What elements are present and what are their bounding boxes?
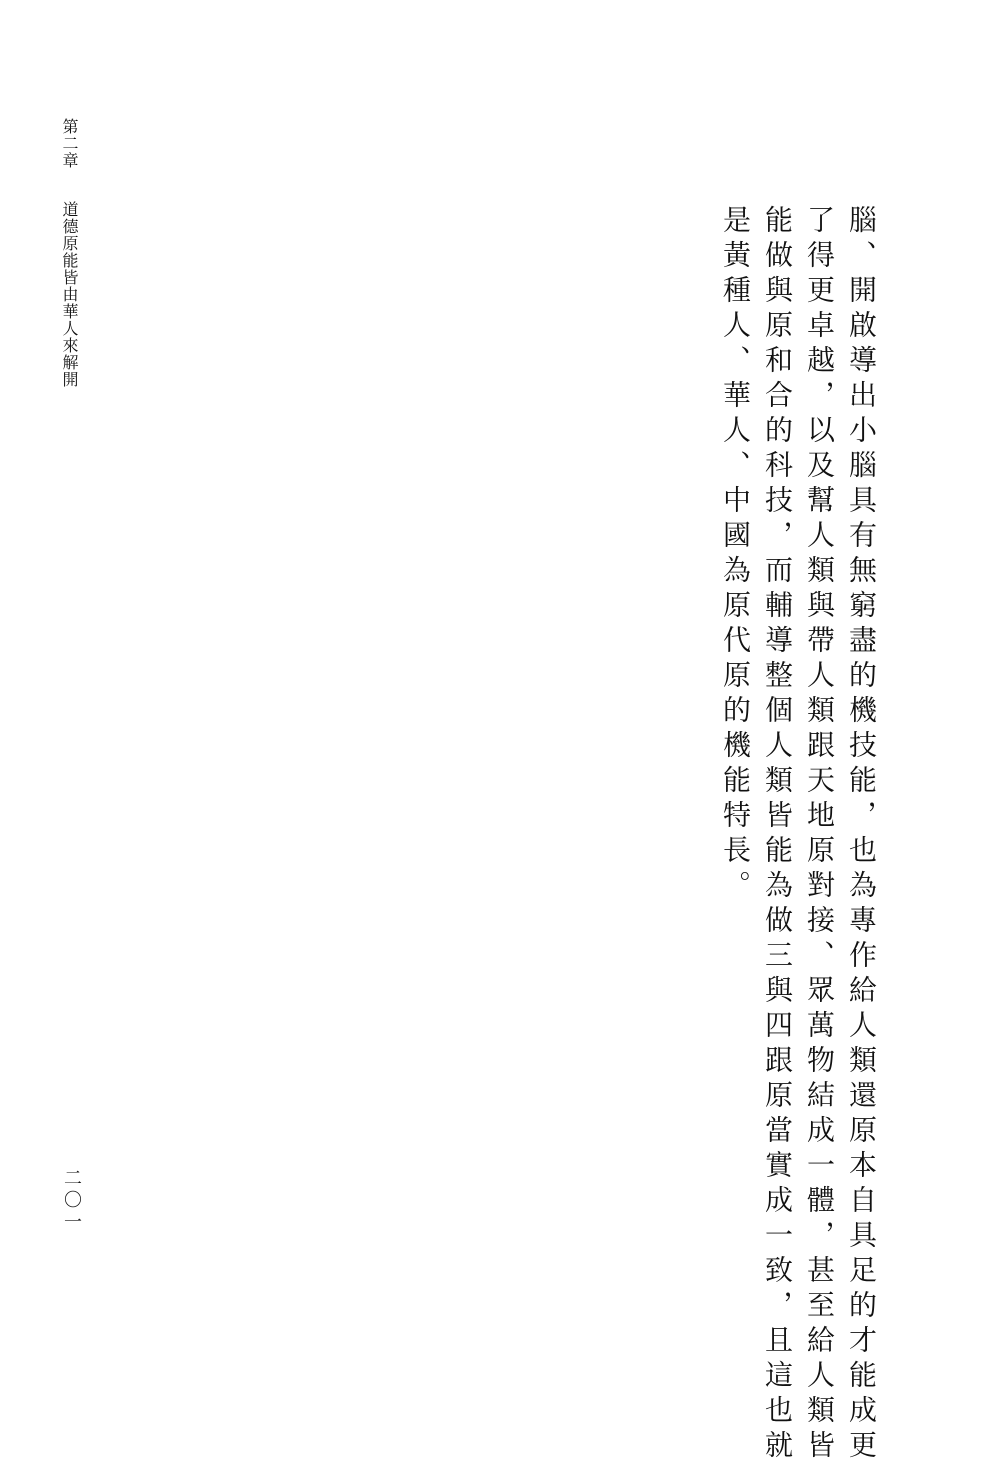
text-column-2: 了得更卓越，以及幫人類與帶人類跟天地原對接、眾萬物結成一體，甚至給人類皆 (803, 205, 836, 1465)
running-header (60, 118, 78, 388)
chapter-label: 第二章 (60, 118, 79, 169)
body-text (718, 205, 878, 1465)
header-spacer (60, 169, 78, 201)
chapter-title: 道德原能皆由華人來解開 (60, 201, 79, 388)
text-column-1: 腦、開啟導出小腦具有無窮盡的機技能，也為專作給人類還原本自具足的才能成更 (845, 205, 878, 1465)
page-number: 二〇一 (61, 1168, 82, 1234)
text-column-3: 能做與原和合的科技，而輔導整個人類皆能為做三與四跟原當實成一致，且這也就 (761, 205, 794, 1465)
text-column-4: 是黃種人、華人、中國為原代原的機能特長。 (719, 205, 752, 905)
